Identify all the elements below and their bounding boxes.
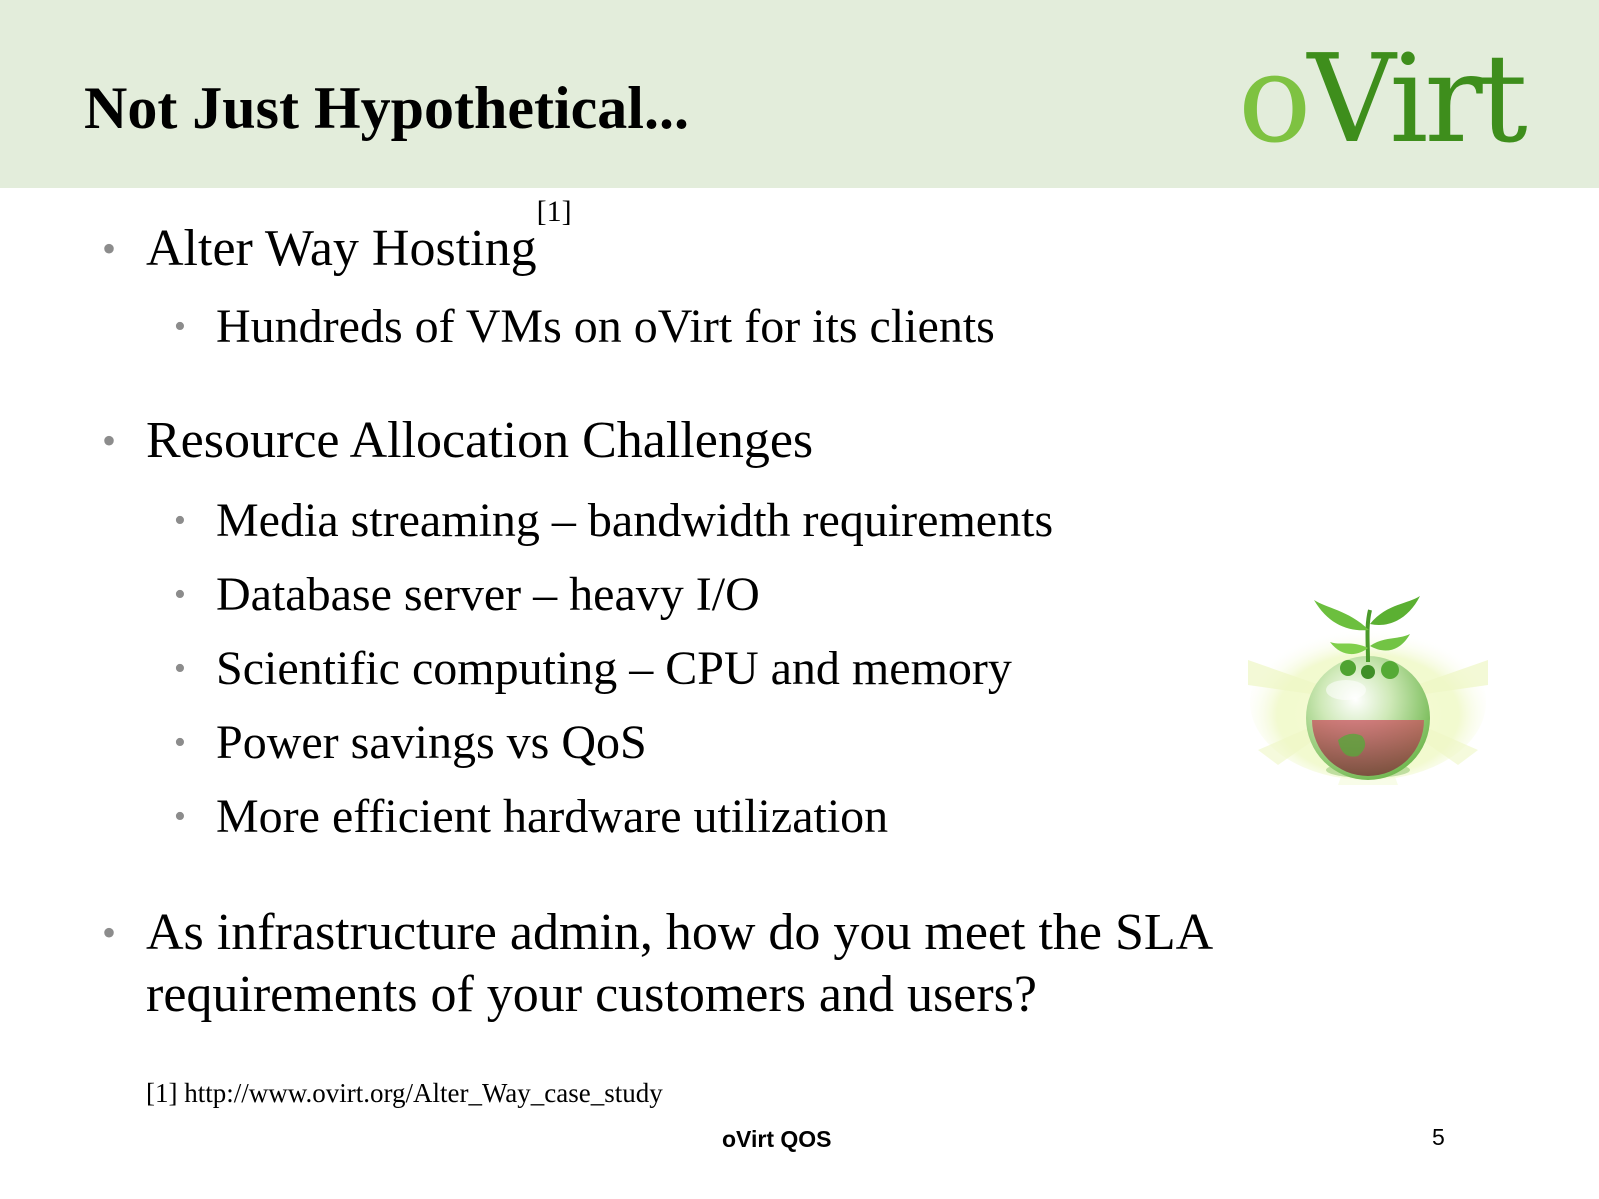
reference-marker: [1] — [536, 195, 572, 228]
bullet-dot: • — [102, 910, 117, 955]
sub-bullet-scientific-computing — [174, 640, 1012, 698]
bullet-resource-allocation — [102, 410, 814, 472]
ovirt-logo — [1238, 28, 1524, 170]
globe-highlight — [1326, 680, 1366, 700]
slide-title: Not Just Hypothetical... — [84, 75, 689, 141]
bullet-text: More efficient hardware utilization — [216, 790, 889, 843]
bullet-text: Media streaming – bandwidth requirements — [216, 494, 1054, 547]
sub-bullet-power-savings — [174, 714, 647, 772]
bullet-sla-question — [102, 902, 1214, 964]
sub-bullet-database-server — [174, 566, 760, 624]
bullet-text: Scientific computing – CPU and memory — [216, 642, 1012, 695]
bullet-text: Power savings vs QoS — [216, 716, 647, 769]
bullet-text-line2: requirements of your customers and users? — [146, 966, 1037, 1023]
bullet-dot: • — [174, 502, 186, 539]
sub-bullet-hundreds-vms — [174, 298, 995, 356]
bullet-text-line1: As infrastructure admin, how do you meet the SLA — [146, 904, 1214, 961]
footer-title: oVirt QOS — [722, 1126, 832, 1152]
logo-virt: Virt — [1307, 28, 1524, 170]
sub-bullet-hardware-utilization — [174, 788, 889, 846]
bullet-text: Resource Allocation Challenges — [146, 412, 814, 469]
bullet-sla-question-continued — [146, 964, 1037, 1026]
footnote: [1] http://www.ovirt.org/Alter_Way_case_study — [146, 1078, 663, 1108]
bullet-dot: • — [174, 308, 186, 345]
bullet-text: Database server – heavy I/O — [216, 568, 760, 621]
bullet-dot: • — [174, 576, 186, 613]
page-number: 5 — [1432, 1124, 1445, 1150]
bullet-text: Alter Way Hosting — [146, 220, 537, 277]
bullet-dot: • — [174, 650, 186, 687]
bullet-alter-way — [102, 195, 572, 280]
globe-seedling-image — [1248, 590, 1488, 790]
bullet-dot: • — [102, 226, 117, 271]
bullet-dot: • — [174, 724, 186, 761]
bullet-text: Hundreds of VMs on oVirt for its clients — [216, 300, 995, 353]
bullet-dot: • — [174, 798, 186, 835]
bullet-dot: • — [102, 418, 117, 463]
sub-bullet-media-streaming — [174, 492, 1054, 550]
logo-o: o — [1238, 28, 1308, 170]
